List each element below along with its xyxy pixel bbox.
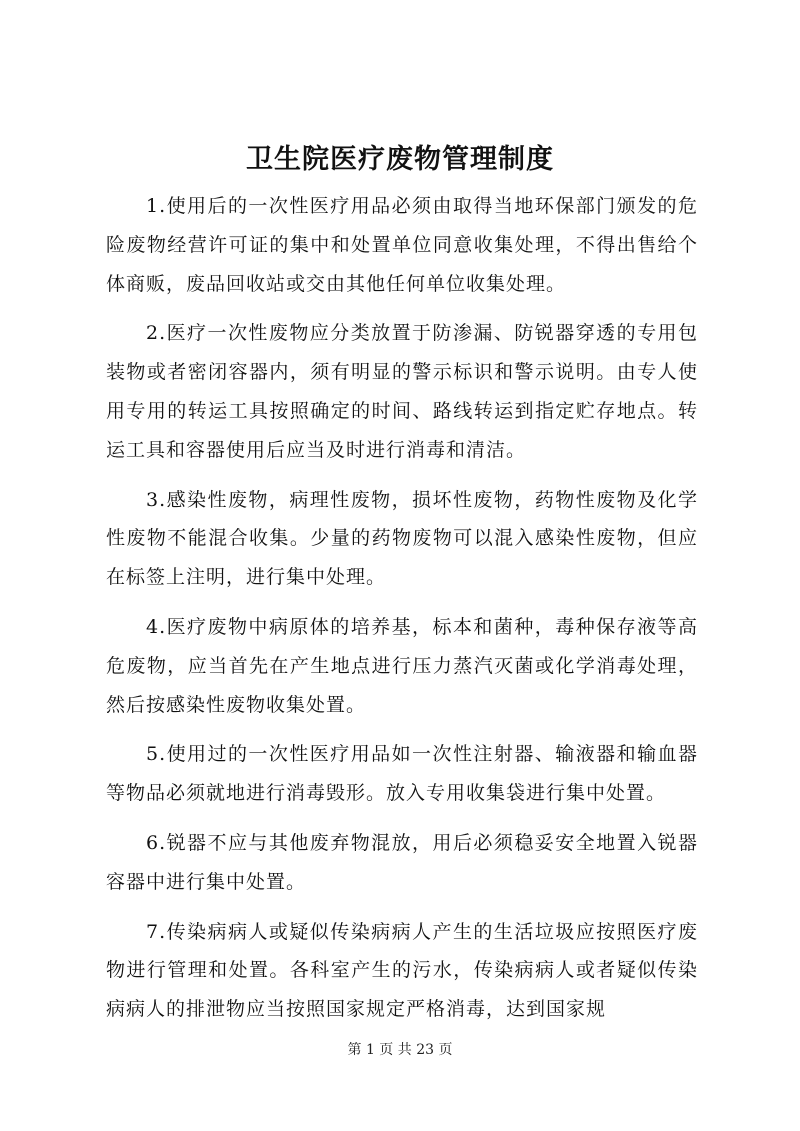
paragraph-3: 3.感染性废物，病理性废物，损坏性废物，药物性废物及化学性废物不能混合收集。少量的药物废物可以混入感染性废物，但应在标签上注明，进行集中处理。 [106,488,698,589]
paragraph-7: 7.传染病病人或疑似传染病病人产生的生活垃圾应按照医疗废物进行管理和处置。各科室产生的污水，传染病病人或者疑似传染病病人的排泄物应当按照国家规定严格消毒，达到国家规 [106,920,698,1021]
paragraph-4: 4.医疗废物中病原体的培养基，标本和菌种，毒种保存液等高危废物，应当首先在产生地点进行压力蒸汽灭菌或化学消毒处理，然后按感染性废物收集处置。 [106,615,698,716]
paragraph-2: 2.医疗一次性废物应分类放置于防渗漏、防锐器穿透的专用包装物或者密闭容器内，须有明显的警示标识和警示说明。由专人使用专用的转运工具按照确定的时间、路线转运到指定贮存地点。转运工具和容器使用后应当及时进行消毒和清洁。 [106,322,698,461]
document-body [106,187,698,1040]
document-title: 卫生院医疗废物管理制度 [246,144,554,175]
page-number-footer: 第 1 页 共 23 页 [347,1042,453,1058]
paragraph-6: 6.锐器不应与其他废弃物混放，用后必须稳妥安全地置入锐器容器中进行集中处置。 [106,831,698,893]
paragraph-1: 1.使用后的一次性医疗用品必须由取得当地环保部门颁发的危险废物经营许可证的集中和处置单位同意收集处理，不得出售给个体商贩，废品回收站或交由其他任何单位收集处理。 [106,195,698,295]
paragraph-5: 5.使用过的一次性医疗用品如一次性注射器、输液器和输血器等物品必须就地进行消毒毁形。放入专用收集袋进行集中处置。 [106,743,698,805]
